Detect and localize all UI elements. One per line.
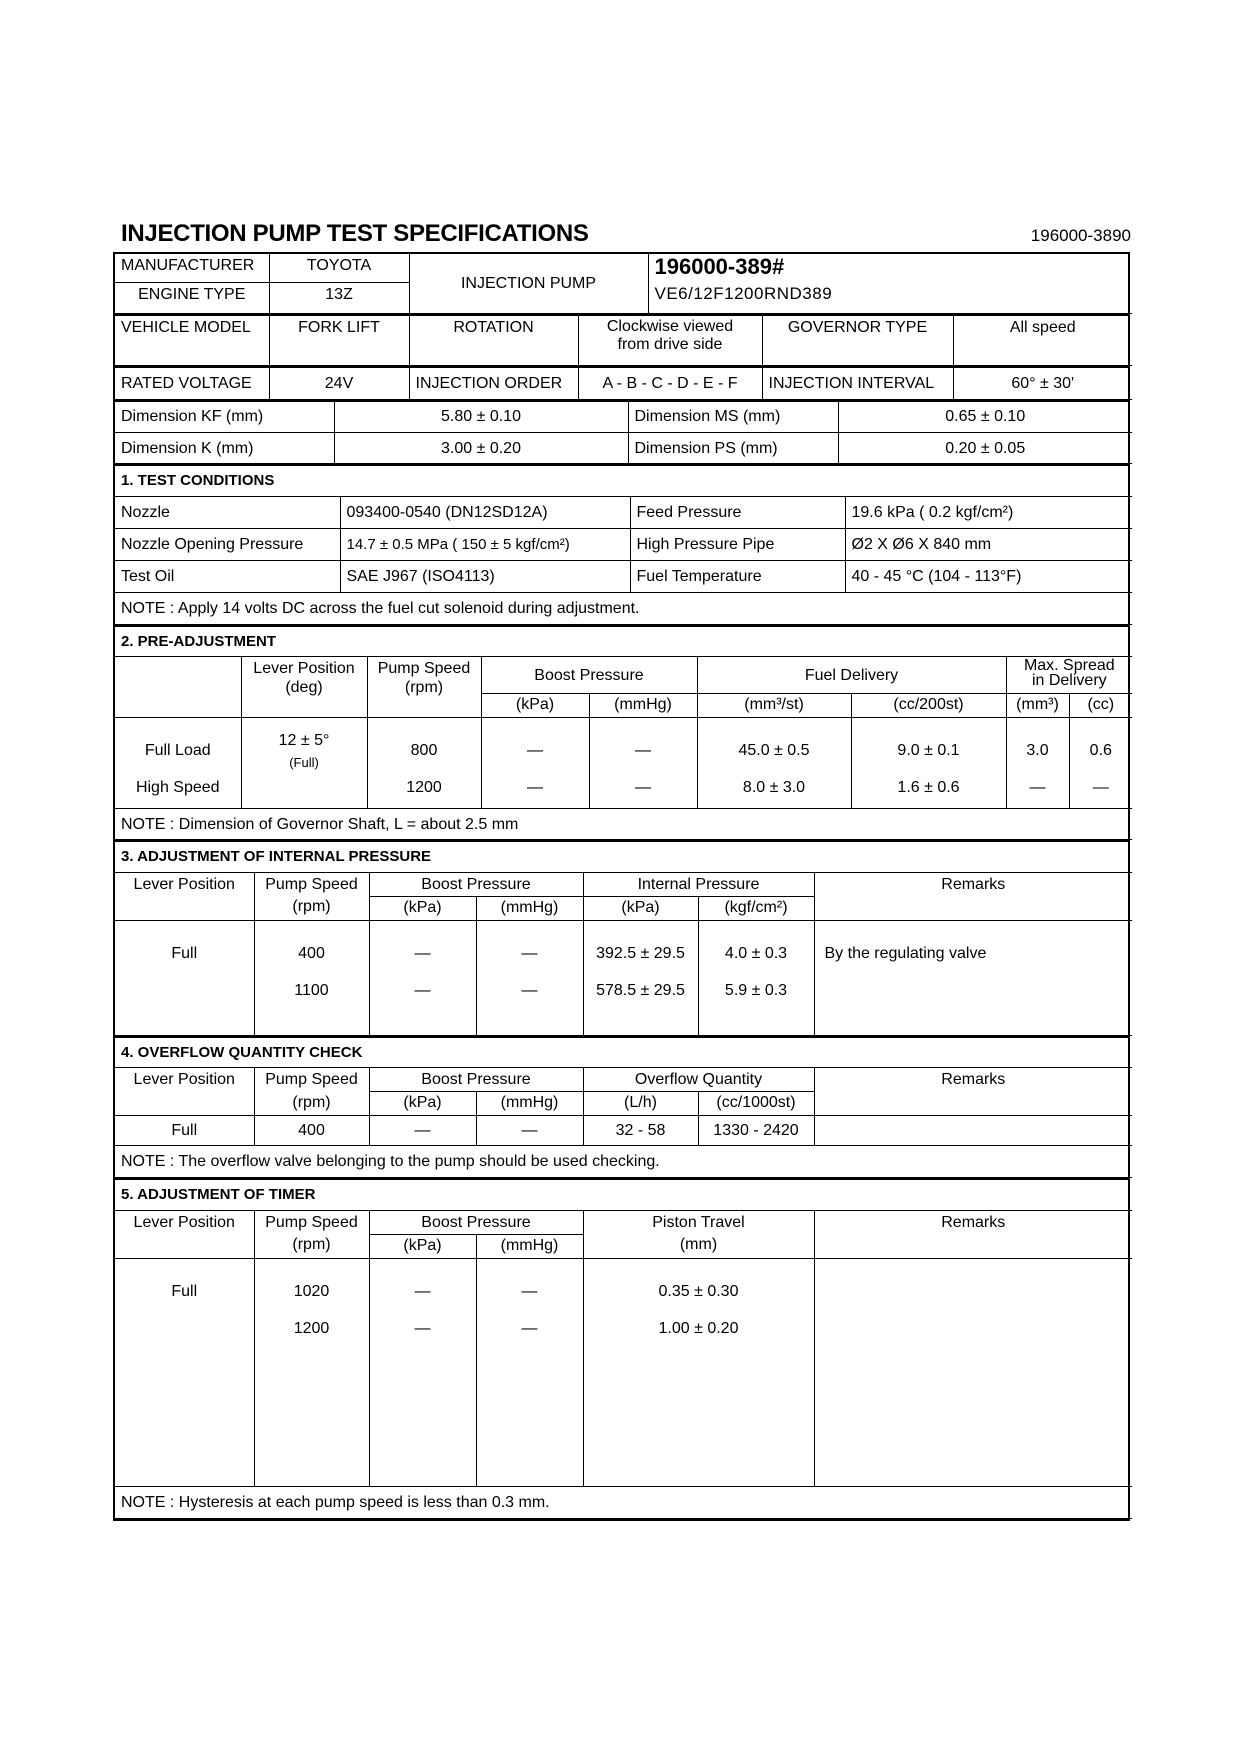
pre-adj-row-label-high-speed: High Speed: [135, 779, 220, 796]
dimension-ms-value: 0.65 ± 0.10: [838, 402, 1132, 433]
pre-adj-spread-mm3-unit: (mm³): [1006, 694, 1069, 718]
fuel-temperature-label: Fuel Temperature: [630, 560, 845, 592]
int-boost-header: Boost Pressure: [369, 872, 583, 896]
injection-order-label: INJECTION ORDER: [409, 368, 578, 399]
pre-adj-mm3st-unit: (mm³/st): [697, 694, 851, 718]
dimension-k-label: Dimension K (mm): [115, 433, 334, 464]
int-mmhg-1: —: [521, 944, 538, 962]
tmr-piston-1: 0.35 ± 0.30: [658, 1282, 739, 1300]
tmr-speed-header: Pump Speed: [254, 1210, 369, 1234]
nozzle-label: Nozzle: [115, 496, 340, 528]
int-mmhg-2: —: [521, 981, 538, 999]
tmr-lever-value: Full: [115, 1258, 254, 1486]
rotation-label: ROTATION: [409, 316, 578, 366]
pre-adj-mm3st-2: 8.0 ± 3.0: [742, 779, 806, 796]
pre-adj-mmhg-2: —: [635, 779, 651, 796]
int-mmhg-values: [476, 920, 583, 1035]
int-lever-value: Full: [115, 920, 254, 1035]
tmr-piston-2: 1.00 ± 0.20: [658, 1319, 739, 1337]
pre-adj-lever-value: [241, 718, 367, 809]
pre-adj-spread-header: [1006, 657, 1132, 694]
pre-adj-lever-angle: 12 ± 5°: [278, 732, 330, 749]
pre-adj-lever-header: [241, 657, 367, 718]
pre-adj-cc200-1: 9.0 ± 0.1: [897, 742, 960, 759]
injection-pump-label: INJECTION PUMP: [409, 254, 648, 313]
pre-adj-cc200-2: 1.6 ± 0.6: [897, 779, 960, 796]
int-internal-header: Internal Pressure: [583, 872, 814, 896]
dimension-k-value: 3.00 ± 0.20: [334, 433, 628, 464]
pre-adj-speed-2: 1200: [406, 779, 442, 796]
pre-adj-speed-header-2: (rpm): [404, 679, 444, 696]
internal-pressure-block: [113, 840, 1130, 1036]
tmr-piston-values: [583, 1258, 814, 1486]
tmr-rpm-unit: (rpm): [254, 1234, 369, 1258]
pre-adj-spread-mm3-values: [1006, 718, 1069, 809]
int-kpa-values: [369, 920, 476, 1035]
ovf-speed-value: 400: [254, 1116, 369, 1146]
tmr-kpa-values: [369, 1258, 476, 1486]
dimension-kf-value: 5.80 ± 0.10: [334, 402, 628, 433]
overflow-title: 4. OVERFLOW QUANTITY CHECK: [115, 1038, 1132, 1068]
pre-adj-kpa-unit: (kPa): [481, 694, 589, 718]
pre-adj-row-label-full-load: Full Load: [144, 742, 211, 759]
int-kpa-1: —: [414, 944, 431, 962]
test-conditions-note: NOTE : Apply 14 volts DC across the fuel cut solenoid during adjustment.: [115, 592, 1132, 624]
pre-adj-spread-mm3-1: 3.0: [1026, 742, 1049, 759]
pre-adj-spread-cc-values: [1069, 718, 1132, 809]
dimensions-block: [113, 400, 1130, 465]
int-pressure-kgf-2: 5.9 ± 0.3: [724, 981, 788, 999]
document-title: INJECTION PUMP TEST SPECIFICATIONS: [121, 220, 589, 247]
ovf-cc1000-unit: (cc/1000st): [698, 1092, 814, 1116]
pre-adj-spread-header-2: in Delivery: [1031, 672, 1107, 689]
ovf-kpa-unit: (kPa): [369, 1092, 476, 1116]
pre-adj-speed-header: [367, 657, 481, 718]
document-number: 196000-3890: [1030, 226, 1131, 245]
ovf-lever-value: Full: [115, 1116, 254, 1146]
engine-type-value: 13Z: [269, 282, 409, 313]
tmr-mmhg-unit: (mmHg): [476, 1234, 583, 1258]
tmr-mmhg-2: —: [521, 1319, 538, 1337]
rated-voltage-value: 24V: [269, 368, 409, 399]
tmr-kpa-2: —: [414, 1319, 431, 1337]
pre-adj-boost-header: Boost Pressure: [481, 657, 697, 694]
ovf-remark: [814, 1116, 1132, 1146]
int-speed-1: 400: [298, 944, 325, 962]
pre-adj-spread-cc-1: 0.6: [1089, 742, 1112, 759]
int-pressure-kpa-values: [583, 920, 698, 1035]
test-oil-label: Test Oil: [115, 560, 340, 592]
int-lever-header: Lever Position: [115, 872, 254, 920]
injection-interval-label: INJECTION INTERVAL: [762, 368, 953, 399]
int-int-kgf-unit: (kgf/cm²): [698, 896, 814, 920]
pre-adj-kpa-2: —: [527, 779, 543, 796]
feed-pressure-label: Feed Pressure: [630, 496, 845, 528]
int-mmhg-unit: (mmHg): [476, 896, 583, 920]
header-block: [113, 252, 1130, 314]
high-pressure-pipe-value: Ø2 X Ø6 X 840 mm: [845, 528, 1132, 560]
ovf-rpm-unit: (rpm): [254, 1092, 369, 1116]
int-kpa-2: —: [414, 981, 431, 999]
pre-adj-mmhg-values: [589, 718, 697, 809]
pre-adj-cc200-unit: (cc/200st): [851, 694, 1006, 718]
int-int-kpa-unit: (kPa): [583, 896, 698, 920]
timer-block: [113, 1178, 1130, 1521]
dimension-ms-label: Dimension MS (mm): [628, 402, 838, 433]
governor-type-label: GOVERNOR TYPE: [762, 316, 953, 366]
pump-number: 196000-389#: [648, 254, 1132, 282]
feed-pressure-value: 19.6 kPa ( 0.2 kgf/cm²): [845, 496, 1132, 528]
int-pressure-kpa-2: 578.5 ± 29.5: [596, 981, 685, 999]
fuel-temperature-value: 40 - 45 °C (104 - 113°F): [845, 560, 1132, 592]
pre-adj-spread-header-1: Max. Spread: [1023, 657, 1115, 674]
pre-adj-spread-mm3-2: —: [1029, 779, 1046, 796]
dimension-ps-value: 0.20 ± 0.05: [838, 433, 1132, 464]
vehicle-model-value: FORK LIFT: [269, 316, 409, 366]
pre-adj-speed-1: 800: [410, 742, 438, 759]
tmr-kpa-1: —: [414, 1282, 431, 1300]
manufacturer-value: TOYOTA: [269, 254, 409, 282]
injection-order-value: A - B - C - D - E - F: [578, 368, 762, 399]
internal-pressure-title: 3. ADJUSTMENT OF INTERNAL PRESSURE: [115, 842, 1132, 872]
int-remarks-header: Remarks: [814, 872, 1132, 920]
voltage-block: [113, 366, 1130, 400]
dimension-kf-label: Dimension KF (mm): [115, 402, 334, 433]
pre-adj-cc200-values: [851, 718, 1006, 809]
ovf-boost-header: Boost Pressure: [369, 1068, 583, 1092]
pre-adj-mmhg-1: —: [635, 742, 651, 759]
ovf-quantity-header: Overflow Quantity: [583, 1068, 814, 1092]
timer-note: NOTE : Hysteresis at each pump speed is less than 0.3 mm.: [115, 1486, 1132, 1518]
tmr-boost-header: Boost Pressure: [369, 1210, 583, 1234]
ovf-mmhg-unit: (mmHg): [476, 1092, 583, 1116]
tmr-speed-values: [254, 1258, 369, 1486]
tmr-mmhg-1: —: [521, 1282, 538, 1300]
tmr-speed-1: 1020: [293, 1282, 330, 1300]
high-pressure-pipe-label: High Pressure Pipe: [630, 528, 845, 560]
int-pressure-kpa-1: 392.5 ± 29.5: [596, 944, 685, 962]
int-pressure-kgf-values: [698, 920, 814, 1035]
rotation-value: [578, 316, 762, 366]
tmr-speed-2: 1200: [293, 1319, 330, 1337]
engine-type-label: ENGINE TYPE: [115, 282, 269, 313]
tmr-mm-unit: (mm): [583, 1234, 814, 1258]
pre-adj-speed-header-1: Pump Speed: [377, 660, 471, 677]
ovf-kpa-value: —: [369, 1116, 476, 1146]
rated-voltage-label: RATED VOLTAGE: [115, 368, 269, 399]
rotation-line-1: Clockwise viewed: [606, 317, 734, 335]
ovf-lh-unit: (L/h): [583, 1092, 698, 1116]
ovf-speed-header: Pump Speed: [254, 1068, 369, 1092]
overflow-block: [113, 1036, 1130, 1179]
timer-title: 5. ADJUSTMENT OF TIMER: [115, 1180, 1132, 1210]
ovf-remarks-header: Remarks: [814, 1068, 1132, 1116]
rotation-line-2: from drive side: [617, 335, 723, 353]
pre-adjustment-note: NOTE : Dimension of Governor Shaft, L = about 2.5 mm: [115, 809, 1132, 840]
vehicle-model-label: VEHICLE MODEL: [115, 316, 269, 366]
pre-adj-kpa-1: —: [527, 742, 543, 759]
test-oil-value: SAE J967 (ISO4113): [340, 560, 630, 592]
pre-adj-lever-header-2: (deg): [285, 679, 323, 696]
pre-adj-lever-sub: (Full): [289, 755, 319, 770]
pre-adj-row-labels: [115, 718, 241, 809]
int-speed-values: [254, 920, 369, 1035]
governor-type-value: All speed: [953, 316, 1132, 366]
pre-adj-corner-cell: [115, 657, 241, 718]
pre-adjustment-title: 2. PRE-ADJUSTMENT: [115, 627, 1132, 657]
test-conditions-title: 1. TEST CONDITIONS: [115, 466, 1132, 496]
int-remark: By the regulating valve: [814, 920, 1132, 1035]
spec-sheet: [113, 252, 1130, 1521]
pre-adj-lever-header-1: Lever Position: [253, 660, 355, 677]
pre-adj-spread-cc-unit: (cc): [1069, 694, 1132, 718]
tmr-remark: [814, 1258, 1132, 1486]
ovf-mmhg-value: —: [476, 1116, 583, 1146]
manufacturer-label: MANUFACTURER: [115, 254, 269, 282]
test-conditions-block: [113, 464, 1130, 625]
ovf-lever-header: Lever Position: [115, 1068, 254, 1116]
pre-adj-spread-cc-2: —: [1092, 779, 1109, 796]
int-speed-2: 1100: [294, 981, 329, 999]
pre-adj-mm3st-values: [697, 718, 851, 809]
nozzle-value: 093400-0540 (DN12SD12A): [340, 496, 630, 528]
nozzle-opening-label: Nozzle Opening Pressure: [115, 528, 340, 560]
pre-adj-mmhg-unit: (mmHg): [589, 694, 697, 718]
dimension-ps-label: Dimension PS (mm): [628, 433, 838, 464]
pre-adj-mm3st-1: 45.0 ± 0.5: [738, 742, 810, 759]
tmr-piston-header: Piston Travel: [583, 1210, 814, 1234]
int-pressure-kgf-1: 4.0 ± 0.3: [724, 944, 788, 962]
injection-interval-value: 60° ± 30': [953, 368, 1132, 399]
vehicle-block: [113, 314, 1130, 367]
nozzle-opening-value: 14.7 ± 0.5 MPa ( 150 ± 5 kgf/cm²): [340, 528, 630, 560]
ovf-cc-value: 1330 - 2420: [698, 1116, 814, 1146]
int-kpa-unit: (kPa): [369, 896, 476, 920]
tmr-remarks-header: Remarks: [814, 1210, 1132, 1258]
int-rpm-unit: (rpm): [254, 896, 369, 920]
pre-adjustment-block: [113, 625, 1130, 841]
pre-adj-speed-values: [367, 718, 481, 809]
int-speed-header: Pump Speed: [254, 872, 369, 896]
tmr-mmhg-values: [476, 1258, 583, 1486]
pre-adj-fuel-header: Fuel Delivery: [697, 657, 1006, 694]
ovf-lh-value: 32 - 58: [583, 1116, 698, 1146]
pre-adj-kpa-values: [481, 718, 589, 809]
pump-model: VE6/12F1200RND389: [648, 282, 1132, 313]
tmr-lever-header: Lever Position: [115, 1210, 254, 1258]
tmr-kpa-unit: (kPa): [369, 1234, 476, 1258]
overflow-note: NOTE : The overflow valve belonging to the pump should be used checking.: [115, 1146, 1132, 1178]
